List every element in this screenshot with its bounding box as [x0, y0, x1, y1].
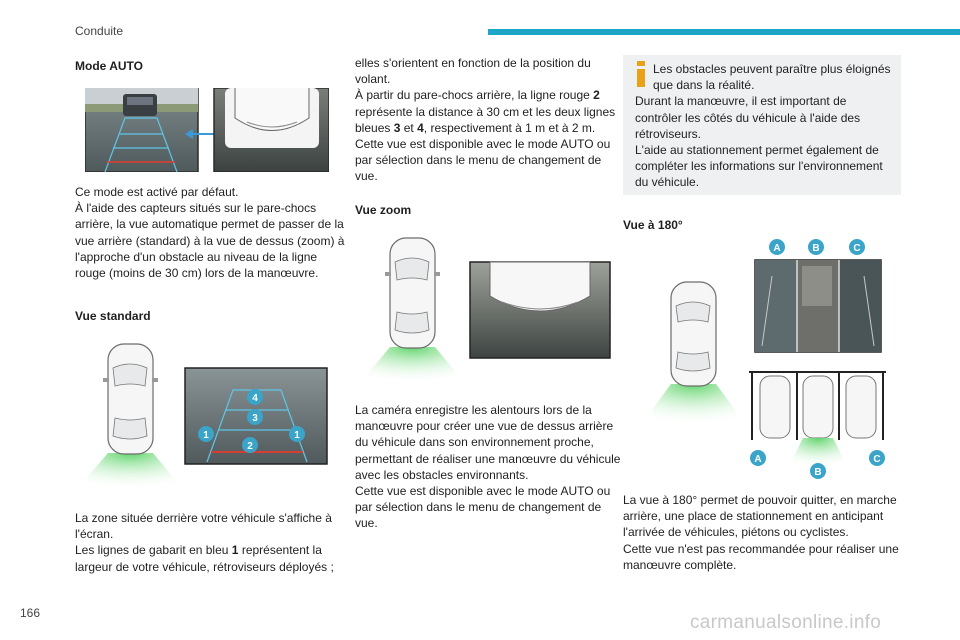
section-title: Conduite: [75, 24, 124, 38]
col2-paragraph-3: Cette vue est disponible avec le mode AUTO ou par sélection dans le menu de changement de vue.: [355, 137, 611, 184]
badge-3: [247, 409, 263, 425]
mode-auto-text-1: Ce mode est activé par défaut.: [75, 185, 239, 199]
watermark: carmanualsonline.info: [690, 612, 882, 633]
vue-standard-heading: Vue standard: [75, 309, 151, 323]
svg-text:C: C: [873, 454, 881, 465]
vue-zoom-heading: Vue zoom: [355, 203, 412, 217]
vue-zoom-text-2: Cette vue est disponible avec le mode AUTO ou par sélection dans le menu de changement de vue.: [355, 484, 611, 531]
vue-standard-continued: [355, 55, 623, 185]
mode-auto-illustration: [85, 88, 329, 172]
svg-text:B: B: [812, 243, 820, 254]
label-b-top: [808, 239, 824, 255]
vue-zoom-text-1: La caméra enregistre les alentours lors de la manœuvre pour créer une vue de dessus arrière du véhicule dans son environnement proche, permettant de réaliser une manœuvre du véhicule avec les obstacles environnants.: [355, 403, 621, 482]
vue-180-heading: Vue à 180°: [623, 218, 683, 232]
badge-1-right: [289, 426, 305, 442]
mode-auto-text-2: À l'aide des capteurs situés sur le pare-chocs arrière, la vue automatique permet de passer de la vue arrière (standard) à la vue de dessus (zoom) à l'approche d'un obstacle au niveau de la ligne rouge (moins de 30 cm) lors de la manœuvre.: [75, 201, 345, 281]
info-text-3: L'aide au stationnement permet également de compléter les informations sur l'environnement du véhicule.: [635, 143, 883, 190]
vue-zoom-description: [355, 402, 623, 532]
svg-text:1: 1: [203, 430, 209, 441]
header-accent-bar: [488, 29, 960, 35]
vue-standard-description: [75, 510, 347, 575]
label-a-bottom: [750, 450, 766, 466]
mode-auto-description: [75, 184, 347, 281]
label-c-bottom: [869, 450, 885, 466]
vue-180-text-2: Cette vue n'est pas recommandée pour réaliser une manœuvre complète.: [623, 541, 899, 572]
label-c-top: [849, 239, 865, 255]
vue-180-description: [623, 492, 901, 573]
svg-text:A: A: [754, 454, 762, 465]
col2-paragraph-1: elles s'orientent en fonction de la position du volant.: [355, 56, 591, 87]
col2-paragraph-2: À partir du pare-chocs arrière, la ligne rouge 2 représente la distance à 30 cm et les deux lignes bleues 3 et 4, respectivement à 1 m et à 2 m.: [355, 88, 616, 135]
svg-text:3: 3: [252, 413, 258, 424]
svg-text:2: 2: [247, 441, 253, 452]
info-text-1: Les obstacles peuvent paraître plus éloignés que dans la réalité.: [653, 62, 891, 93]
info-icon: [634, 61, 648, 87]
mode-auto-heading: Mode AUTO: [75, 59, 143, 73]
vue-standard-text-2: Les lignes de gabarit en bleu 1 représentent la largeur de votre véhicule, rétroviseurs déployés ;: [75, 543, 334, 574]
info-box: [623, 55, 901, 195]
svg-text:1: 1: [294, 430, 300, 441]
vue-zoom-illustration: [362, 232, 612, 388]
badge-4: [247, 389, 263, 405]
vue-180-illustration: [652, 236, 896, 480]
badge-2: [242, 437, 258, 453]
badge-1-left: [198, 426, 214, 442]
page-number: 166: [20, 606, 41, 620]
label-a-top: [769, 239, 785, 255]
svg-text:C: C: [853, 243, 861, 254]
svg-text:B: B: [814, 467, 822, 478]
vue-180-text-1: La vue à 180° permet de pouvoir quitter, en marche arrière, une place de stationnement en anticipant l'arrivée de véhicules, piétons ou cyclistes.: [623, 493, 897, 540]
vue-standard-text-1: La zone située derrière votre véhicule s'affiche à l'écran.: [75, 511, 332, 542]
info-text-2: Durant la manœuvre, il est important de contrôler les côtés du véhicule à l'aide des rétroviseurs.: [635, 94, 861, 141]
svg-text:4: 4: [252, 393, 258, 404]
label-b-bottom: [810, 463, 826, 479]
svg-text:A: A: [773, 243, 781, 254]
vue-standard-illustration: [75, 338, 337, 496]
